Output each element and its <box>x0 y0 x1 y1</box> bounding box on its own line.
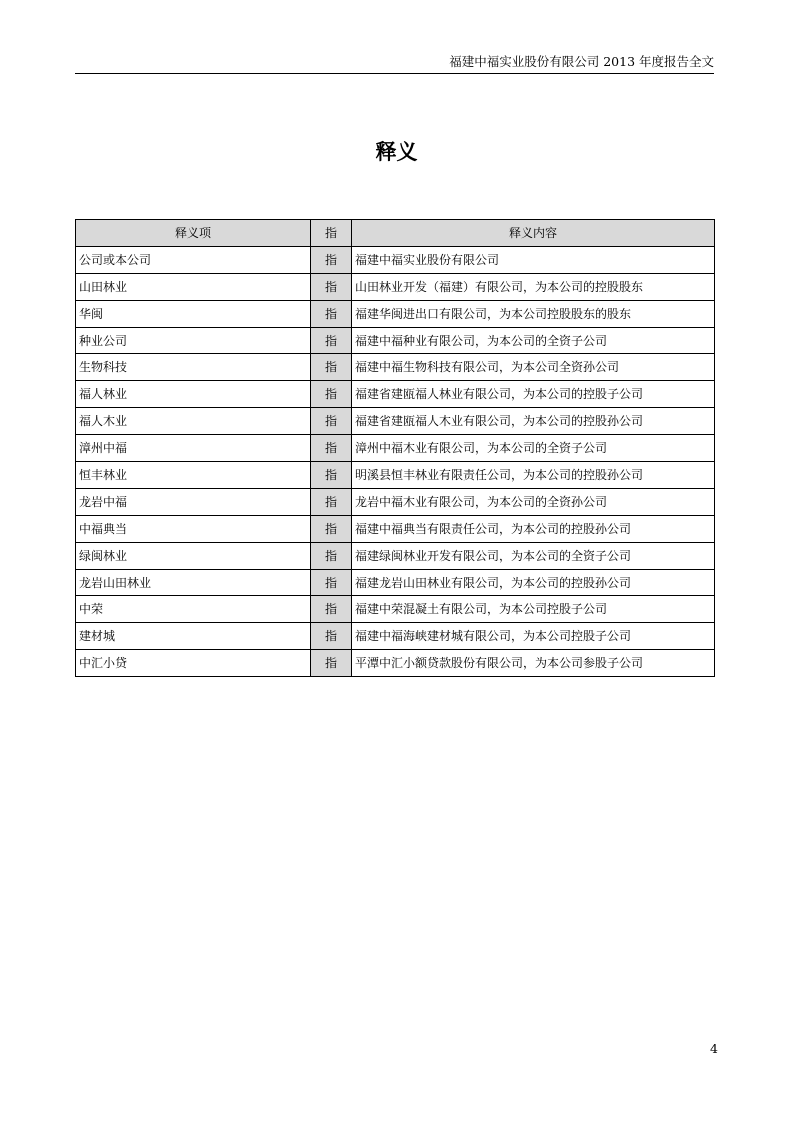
refers-cell: 指 <box>311 515 352 542</box>
term-cell: 华闽 <box>76 300 311 327</box>
refers-cell: 指 <box>311 650 352 677</box>
term-cell: 种业公司 <box>76 327 311 354</box>
refers-cell: 指 <box>311 569 352 596</box>
term-cell: 绿闽林业 <box>76 542 311 569</box>
refers-cell: 指 <box>311 462 352 489</box>
meaning-cell: 福建龙岩山田林业有限公司，为本公司的控股孙公司 <box>352 569 715 596</box>
meaning-cell: 福建中福种业有限公司，为本公司的全资子公司 <box>352 327 715 354</box>
page-number: 4 <box>710 1041 718 1056</box>
table-row <box>76 273 715 300</box>
term-cell: 恒丰林业 <box>76 462 311 489</box>
table-row <box>76 650 715 677</box>
refers-cell: 指 <box>311 542 352 569</box>
table-row <box>76 623 715 650</box>
term-cell: 山田林业 <box>76 273 311 300</box>
refers-cell: 指 <box>311 596 352 623</box>
meaning-cell: 漳州中福木业有限公司，为本公司的全资子公司 <box>352 435 715 462</box>
table-row <box>76 381 715 408</box>
refers-cell: 指 <box>311 300 352 327</box>
meaning-cell: 福建绿闽林业开发有限公司，为本公司的全资子公司 <box>352 542 715 569</box>
meaning-cell: 平潭中汇小额贷款股份有限公司，为本公司参股子公司 <box>352 650 715 677</box>
term-cell: 中福典当 <box>76 515 311 542</box>
refers-cell: 指 <box>311 327 352 354</box>
meaning-cell: 福建省建瓯福人林业有限公司，为本公司的控股子公司 <box>352 381 715 408</box>
table-row <box>76 542 715 569</box>
meaning-cell: 福建中荣混凝土有限公司，为本公司控股子公司 <box>352 596 715 623</box>
meaning-cell: 山田林业开发（福建）有限公司，为本公司的控股股东 <box>352 273 715 300</box>
term-cell: 龙岩中福 <box>76 488 311 515</box>
term-cell: 中荣 <box>76 596 311 623</box>
refers-cell: 指 <box>311 381 352 408</box>
table-row <box>76 246 715 273</box>
term-cell: 漳州中福 <box>76 435 311 462</box>
table-row <box>76 300 715 327</box>
table-row <box>76 488 715 515</box>
meaning-cell: 福建中福典当有限责任公司，为本公司的控股孙公司 <box>352 515 715 542</box>
table-row <box>76 462 715 489</box>
term-cell: 龙岩山田林业 <box>76 569 311 596</box>
table-header-row <box>76 220 715 247</box>
meaning-cell: 福建中福生物科技有限公司，为本公司全资孙公司 <box>352 354 715 381</box>
table-row <box>76 515 715 542</box>
refers-cell: 指 <box>311 354 352 381</box>
table-row <box>76 408 715 435</box>
table-row <box>76 435 715 462</box>
term-cell: 生物科技 <box>76 354 311 381</box>
meaning-cell: 福建省建瓯福人木业有限公司，为本公司的控股孙公司 <box>352 408 715 435</box>
refers-cell: 指 <box>311 488 352 515</box>
refers-cell: 指 <box>311 623 352 650</box>
refers-cell: 指 <box>311 408 352 435</box>
refers-cell: 指 <box>311 273 352 300</box>
column-header-refers: 指 <box>311 220 352 247</box>
meaning-cell: 龙岩中福木业有限公司，为本公司的全资孙公司 <box>352 488 715 515</box>
refers-cell: 指 <box>311 246 352 273</box>
term-cell: 福人木业 <box>76 408 311 435</box>
term-cell: 建材城 <box>76 623 311 650</box>
table-row <box>76 327 715 354</box>
page-title: 释义 <box>375 140 418 164</box>
table-row <box>76 354 715 381</box>
table-row <box>76 596 715 623</box>
header-divider <box>75 73 714 74</box>
meaning-cell: 福建中福实业股份有限公司 <box>352 246 715 273</box>
term-cell: 中汇小贷 <box>76 650 311 677</box>
column-header-meaning: 释义内容 <box>352 220 715 247</box>
refers-cell: 指 <box>311 435 352 462</box>
column-header-term: 释义项 <box>76 220 311 247</box>
meaning-cell: 福建中福海峡建材城有限公司，为本公司控股子公司 <box>352 623 715 650</box>
running-header: 福建中福实业股份有限公司 2013 年度报告全文 <box>449 54 714 69</box>
meaning-cell: 福建华闽进出口有限公司，为本公司控股股东的股东 <box>352 300 715 327</box>
table-row <box>76 569 715 596</box>
meaning-cell: 明溪县恒丰林业有限责任公司，为本公司的控股孙公司 <box>352 462 715 489</box>
term-cell: 公司或本公司 <box>76 246 311 273</box>
term-cell: 福人林业 <box>76 381 311 408</box>
definitions-table <box>75 219 715 677</box>
